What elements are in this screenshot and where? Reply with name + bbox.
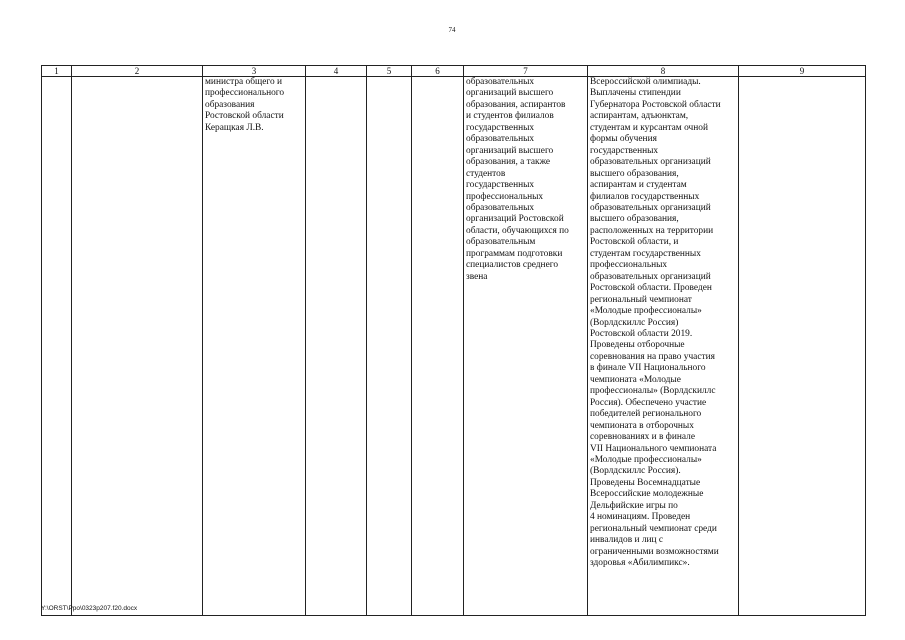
col-header-7: 7 <box>464 66 588 77</box>
report-table <box>41 65 866 616</box>
col-header-1: 1 <box>42 66 72 77</box>
column-number-row <box>42 66 866 77</box>
col-header-9: 9 <box>739 66 866 77</box>
cell-col-4 <box>306 77 367 616</box>
col-header-5: 5 <box>367 66 412 77</box>
col-header-4: 4 <box>306 66 367 77</box>
cell-target-group: образовательных организаций высшего образования, аспирантов и студентов филиалов государственных образовательных организаций высшего образования, а также студентов государственных профессиональных образовательных организаций Ростовской области, обучающихся по образовательным программам подготовки специалистов среднего звена <box>464 77 588 616</box>
col-header-6: 6 <box>412 66 464 77</box>
cell-col-1 <box>42 77 72 616</box>
cell-col-2 <box>72 77 203 616</box>
cell-col-9 <box>739 77 866 616</box>
col-header-3: 3 <box>203 66 306 77</box>
cell-responsible: министра общего и профессионального образования Ростовской области Керащкая Л.В. <box>203 77 306 616</box>
cell-col-6 <box>412 77 464 616</box>
table-row <box>42 77 866 616</box>
cell-results: Всероссийской олимпиады. Выплачены стипендии Губернатора Ростовской области аспирантам, адъюнктам, студентам и курсантам очной формы обучения государственных образовательных организаций высшего образования, аспирантам и студентам филиалов государственных образовательных организаций высшего образования, расположенных на территории Ростовской области, и студентам государственных профессиональных образовательных организаций Ростовской области. Проведен региональный чемпионат «Молодые профессионалы» (Ворлдскиллс Россия) Ростовской области 2019. Проведены отборочные соревнования на право участия в финале VII Национального чемпионата «Молодые профессионалы» (Ворлдскиллс Россия). Обеспечено участие победителей регионального чемпионата в отборочных соревнованиях и в финале VII Национального чемпионата «Молодые профессионалы» (Ворлдскиллс Россия). Проведены Восемнадцатые Всероссийские молодежные Дельфийские игры по 4 номинациям. Проведен региональный чемпионат среди инвалидов и лиц с ограниченными возможностями здоровья «Абилимпикс». <box>588 77 739 616</box>
col-header-8: 8 <box>588 66 739 77</box>
file-path-footer: Y:\ORST\Ppo\0323p207.f20.docx <box>41 605 138 612</box>
col-header-2: 2 <box>72 66 203 77</box>
page-number: 74 <box>448 26 456 34</box>
cell-col-5 <box>367 77 412 616</box>
